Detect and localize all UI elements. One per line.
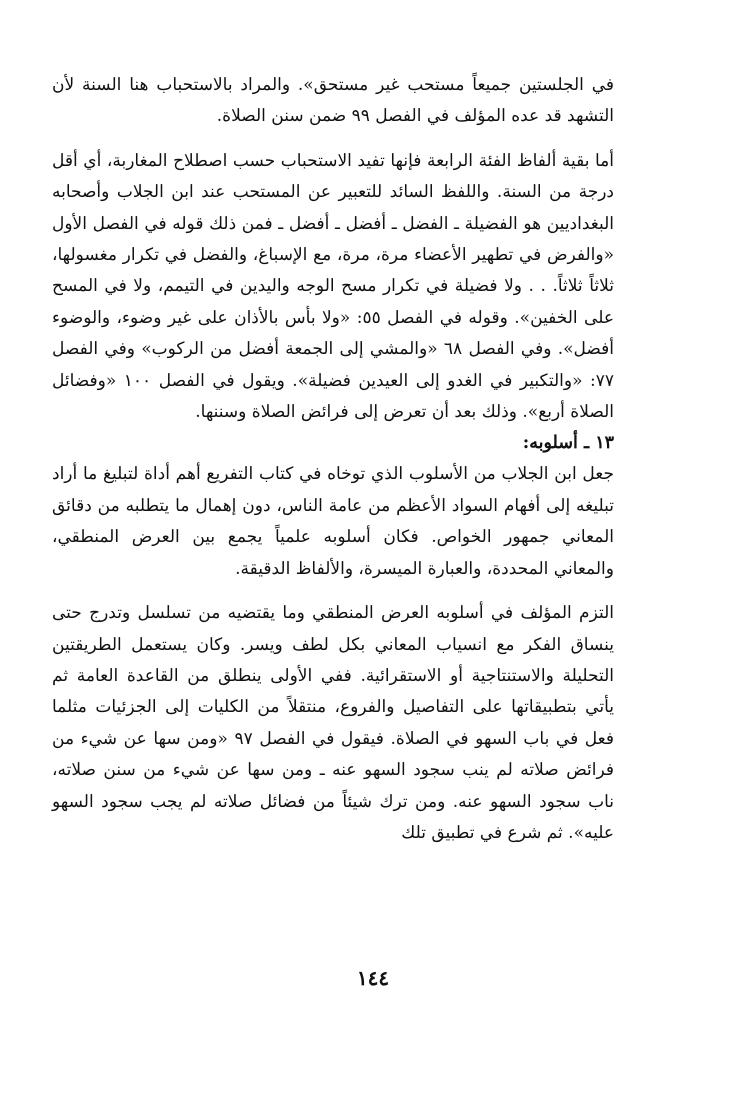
page-body	[52, 70, 614, 849]
paragraph-3: جعل ابن الجلاب من الأسلوب الذي توخاه في كتاب التفريع أهم أداة لتبليغ ما أراد تبليغه إلى أفهام السواد الأعظم من عامة الناس، دون إهمال ما يتطلبه من دقائق المعاني جمهور الخواص. فكان أسلوبه علمياً يجمع بين العرض المنطقي، والمعاني المحددة، والعبارة الميسرة، والألفاظ الدقيقة.	[52, 464, 614, 579]
paragraph-gap	[52, 133, 614, 146]
paragraph-4: التزم المؤلف في أسلوبه العرض المنطقي وما يقتضيه من تسلسل وتدرج حتى ينساق الفكر مع انسياب المعاني بكل لطف ويسر. وكان يستعمل الطريقتين التحليلة والاستنتاجية أو الاستقرائية. ففي الأولى ينطلق من القاعدة العامة ثم يأتي بتطبيقاتها على التفاصيل والفروع، منتقلاً من الكليات إلى الجزئيات مثلما فعل في باب السهو في الصلاة. فيقول في الفصل ٩٧ «ومن سها عن شيء من فرائض صلاته لم ينب سجود السهو عنه ـ ومن سها عن شيء من سنن صلاته، ناب سجود السهو عنه. ومن ترك شيئاً من فضائل صلاته لم يجب سجود السهو عليه». ثم شرع في تطبيق تلك	[52, 603, 614, 843]
paragraph-1: في الجلستين جميعاً مستحب غير مستحق». والمراد بالاستحباب هنا السنة لأن التشهد قد عده المؤلف في الفصل ٩٩ ضمن سنن الصلاة.	[52, 75, 614, 127]
paragraph-gap	[52, 585, 614, 598]
paragraph-2: أما بقية ألفاظ الفئة الرابعة فإنها تفيد الاستحباب حسب اصطلاح المغاربة، أي أقل درجة من السنة. واللفظ السائد للتعبير عن المستحب عند ابن الجلاب وأصحابه البغداديين هو الفضيلة ـ الفضل ـ أفضل ـ أفضل ـ فمن ذلك قوله في الفصل الأول «والفرض في تطهير الأعضاء مرة، مرة، مع الإسباغ، والفضل في تكرار مغسولها، ثلاثاً ثلاثاً. . . ولا فضيلة في تكرار مسح الوجه واليدين في التيمم، ولا في المسح على الخفين». وقوله في الفصل ٥٥: «ولا بأس بالأذان على غير وضوء، والوضوء أفضل». وفي الفصل ٦٨ «والمشي إلى الجمعة أفضل من الركوب» وفي الفصل ٧٧: «والتكبير في الغدو إلى العيدين فضيلة». ويقول في الفصل ١٠٠ «وفضائل الصلاة أربع». وذلك بعد أن تعرض إلى فرائض الصلاة وسننها.	[52, 150, 615, 423]
section-heading: ١٣ ـ أسلوبه:	[522, 433, 614, 454]
page-number: ١٤٤	[356, 966, 390, 990]
